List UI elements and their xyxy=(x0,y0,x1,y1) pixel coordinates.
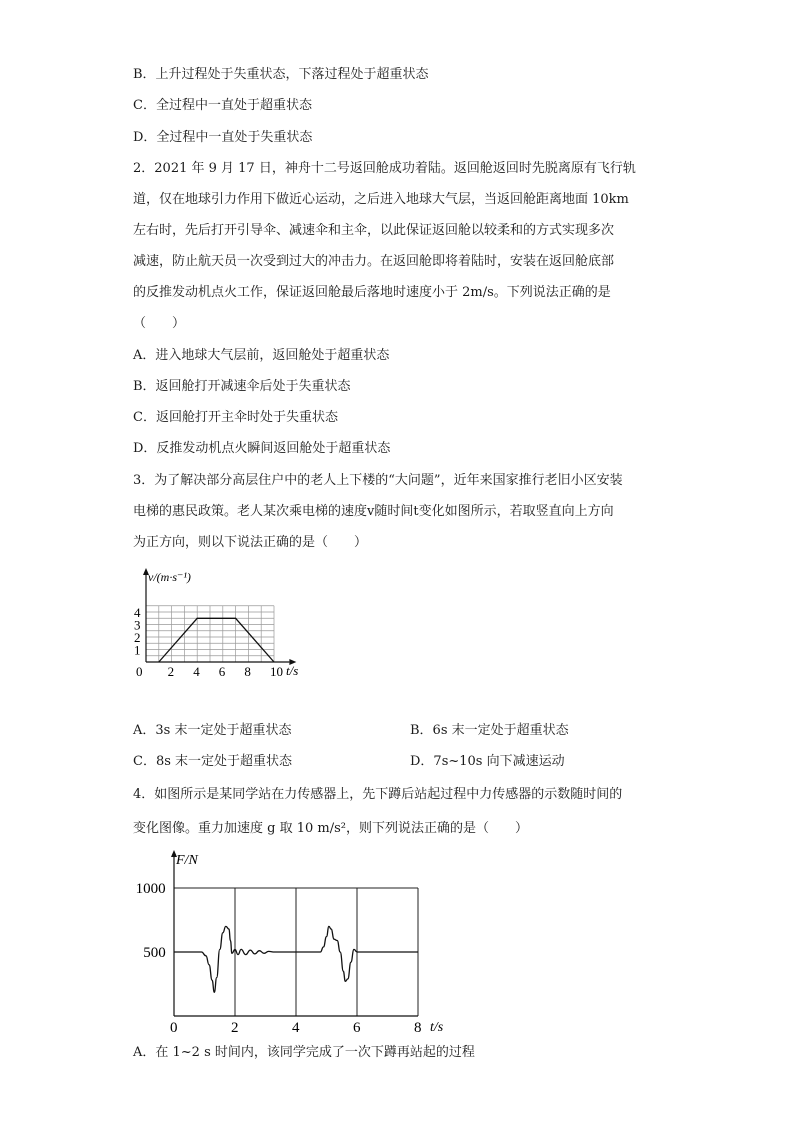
q3-option-b: B．6s 末一定处于超重状态 xyxy=(410,723,569,738)
chart2-y-tick-0: 500 xyxy=(143,945,166,961)
chart2-x-tick-1: 2 xyxy=(231,1020,239,1036)
q3-option-d: D．7s~10s 向下减速运动 xyxy=(410,754,565,769)
q1-option-c: C．全过程中一直处于超重状态 xyxy=(133,98,312,113)
chart1-x-tick-5: 10 xyxy=(270,664,283,679)
q1-option-b: B．上升过程处于失重状态，下落过程处于超重状态 xyxy=(133,67,429,82)
chart1-x-tick-3: 6 xyxy=(218,664,226,679)
chart1-y-axis-label: v/(m·s⁻¹) xyxy=(148,570,191,584)
q4-stem-line-2: 变化图像。重力加速度 g 取 10 m/s²，则下列说法正确的是（ ） xyxy=(133,821,528,836)
chart2-x-tick-2: 4 xyxy=(292,1020,300,1036)
chart1-y-tick-0: 1 xyxy=(134,642,141,658)
chart2-x-tick-0: 0 xyxy=(170,1020,178,1036)
q2-stem-line-1: 2．2021 年 9 月 17 日，神舟十二号返回舱成功着陆。返回舱返回时先脱离原有飞行轨 xyxy=(133,161,636,176)
chart2-axes xyxy=(171,850,418,1016)
chart1-x-tick-4: 8 xyxy=(244,664,251,679)
chart1-y-tick-2: 3 xyxy=(134,617,141,633)
chart1-x-tick-2: 4 xyxy=(193,664,200,679)
q2-option-d: D．反推发动机点火瞬间返回舱处于超重状态 xyxy=(133,441,391,456)
chart2-x-tick-4: 8 xyxy=(414,1020,422,1036)
q2-stem-line-6: （ ） xyxy=(133,316,186,331)
q2-stem-line-5: 的反推发动机点火工作，保证返回舱最后落地时速度小于 2m/s。下列说法正确的是 xyxy=(133,285,611,300)
q3-option-c: C．8s 末一定处于超重状态 xyxy=(133,754,293,769)
q3-stem-line-3: 为正方向，则以下说法正确的是（ ） xyxy=(133,535,368,550)
q4-stem-line-1: 4．如图所示是某同学站在力传感器上，先下蹲后站起过程中力传感器的示数随时间的 xyxy=(133,787,623,802)
q2-stem-line-4: 减速，防止航天员一次受到过大的冲击力。在返回舱即将着陆时，安装在返回舱底部 xyxy=(133,254,615,269)
q3-stem-line-1: 3．为了解决部分高层住户中的老人上下楼的“大问题”，近年来国家推行老旧小区安装 xyxy=(133,473,623,488)
q4-option-a: A．在 1~2 s 时间内，该同学完成了一次下蹲再站起的过程 xyxy=(133,1045,475,1060)
q2-option-c: C．返回舱打开主伞时处于失重状态 xyxy=(133,410,338,425)
chart1-grid xyxy=(146,606,274,662)
chart2-y-axis-label: F/N xyxy=(176,853,198,868)
q1-option-d: D．全过程中一直处于失重状态 xyxy=(133,130,313,145)
chart1-y-tick-3: 4 xyxy=(134,605,141,620)
q2-stem-line-2: 道，仅在地球引力作用下做近心运动，之后进入地球大气层，当返回舱距离地面 10km xyxy=(133,192,629,207)
q2-option-b: B．返回舱打开减速伞后处于失重状态 xyxy=(133,379,351,394)
force-time-chart xyxy=(130,848,450,1036)
q2-option-a: A．进入地球大气层前，返回舱处于超重状态 xyxy=(133,348,390,363)
q3-option-a: A．3s 末一定处于超重状态 xyxy=(133,723,292,738)
chart1-x-tick-0: 0 xyxy=(136,664,143,679)
chart2-y-tick-1: 1000 xyxy=(135,881,166,897)
q3-stem-line-2: 电梯的惠民政策。老人某次乘电梯的速度v随时间t变化如图所示，若取竖直向上方向 xyxy=(133,504,614,519)
chart1-x-tick-1: 2 xyxy=(167,664,175,679)
chart1-ticks xyxy=(134,605,283,679)
velocity-time-chart xyxy=(126,565,316,685)
chart2-x-tick-3: 6 xyxy=(353,1020,361,1036)
chart1-x-axis-label: t/s xyxy=(286,663,299,678)
chart2-ticks xyxy=(136,881,422,1036)
chart1-y-tick-1: 2 xyxy=(134,630,141,645)
chart2-x-axis-label: t/s xyxy=(430,1020,444,1035)
q2-stem-line-3: 左右时，先后打开引导伞、减速伞和主伞，以此保证返回舱以较柔和的方式实现多次 xyxy=(133,223,615,238)
